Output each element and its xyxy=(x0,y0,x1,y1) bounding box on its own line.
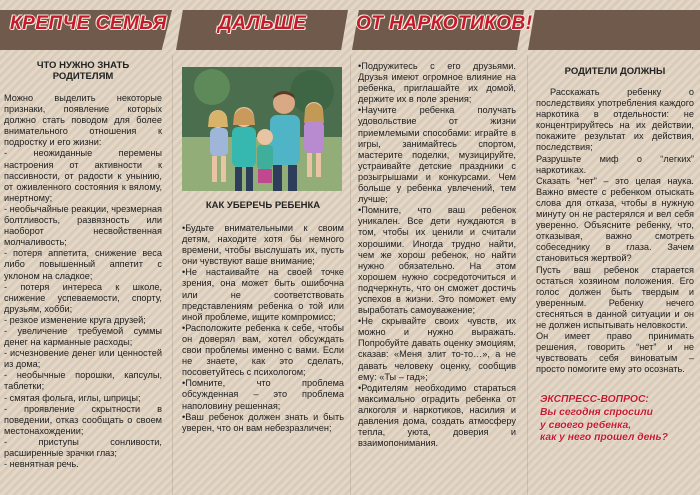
column-text: Можно выделить некоторые признаки, появление которых должно стать поводом для более внимательного отношения к подростку и его жизни: - неожиданные перемены настроения от активности к пассивности, от радости к унынию, от оживленного состояния к вялому, инертному; - необычайные реакции, чрезмерная болтливость, развязность или наоборот несвойственная молчаливость; - потеря аппетита, снижение веса либо повышенный аппетит с уклоном на сладкое; - потеря интереса к школе, снижение успеваемости, спорту, друзьям, хобби; - резкое изменение круга друзей; - увеличение требуемой суммы денег на карманные расходы; - исчезновение денег или ценностей из дома; - необычные порошки, капсулы, таблетки; - смятая фольга, иглы, шприцы; - проявление скрытности в поведении, отказ сообщать о своем местонахождении; - приступы сонливости, расширенные зрачки глаз; - невнятная речь. xyxy=(4,93,162,470)
column-text: •Подружитесь с его друзьями. Друзья имеют огромное влияние на ребенка, приглашайте их домой, держите их в поле зрения; •Научите ребенка получать удовольствие от жизни приемлемыми способами: играйте в игры, занимайтесь спортом, мастерите поделки, музицируйте, устраивайте детские праздники с розыгрышами и конкурсами. Чем больше у ребенка увлечений, тем лучше; •Помните, что ваш ребенок уникален. Все дети нуждаются в том, чтобы их ценили и считали хорошими. Иногда трудно найти, чем же хорош ребенок, но найти нужно обязательно. На этом хорошем нужно сосредоточиться и подчеркнуть, что он сможет достичь успехов в жизни. Это поможет ему выработать самоуважение; •Не скрывайте своих чувств, их можно и нужно выражать. Попробуйте давать оценку эмоциям, сказав: «Меня злит то-то…», а не давать человеку оценку, сообщив ему: «Ты – гад»; •Родителям необходимо стараться максимально оградить ребенка от алкоголя и наркотиков, насилия и давления дома, создать атмосферу тепла, уюта, доверия и взаимопонимания. xyxy=(358,61,516,449)
header-band xyxy=(528,10,700,50)
express-line: у своего ребенка, xyxy=(540,419,632,431)
column-protect xyxy=(182,58,344,490)
express-line: Вы сегодня спросили xyxy=(540,406,653,418)
express-line: ЭКСПРЕСС-ВОПРОС: xyxy=(540,394,649,405)
column-text: Расскажать ребенку о последствиях употребления каждого наркотика в отдельности: не концентрируйтесь на их действии, покажите результат их действия, последствия; Разрушьте миф о “легких” наркотиках. Сказать “нет” – это целая наука. Важно вместе с ребенком отыскать слова для отказа, чтобы в нужную минуту он не растерялся и вел себя уверенно. Объясните ребенку, что, отказывая, важно смотреть собеседнику в глаза. Зачем становиться жертвой? Пусть ваш ребенок старается остаться хозяином положения. Его голос должен быть твердым и уверенным. Ребенку нечего стесняться в данной ситуации и он не должен испытывать неловкости. Он имеет право принимать решения, говорить “нет” и не чувствовать себя виноватым – просто помогите ему это осознать. xyxy=(536,87,694,375)
column-divider xyxy=(172,55,173,495)
column-heading: РОДИТЕЛИ ДОЛЖНЫ xyxy=(564,66,666,77)
headline-left: КРЕПЧЕ СЕМЬЯ xyxy=(10,13,167,34)
column-signs xyxy=(4,58,162,490)
express-question xyxy=(540,394,698,445)
headline-center: ДАЛЬШЕ xyxy=(218,13,307,34)
column-heading: КАК УБЕРЕЧЬ РЕБЕНКА xyxy=(205,200,321,211)
column-heading: ЧТО НУЖНО ЗНАТЬ РОДИТЕЛЯМ xyxy=(36,60,130,82)
column-text: •Будьте внимательными к своим детям, находите хотя бы немного времени, чтобы выслушать их, пусть они чувствуют ваше внимание; •Не настаивайте на своей точке зрения, она может быть ошибочна или не соответствовать представлениям ребенка о той или иной проблеме, ищите компромисс; •Расположите ребенка к себе, чтобы он доверял вам, хотел обсуждать свои проблемы именно с вами. Если не знаете, как это сделать, посоветуйтесь с психологом; •Помните, что проблема обсужденная – это проблема наполовину решенная; •Ваш ребенок должен знать и быть уверен, что он вам небезразличен; xyxy=(182,223,344,433)
column-divider xyxy=(527,55,528,495)
headline-right: ОТ НАРКОТИКОВ! xyxy=(356,13,533,34)
column-divider xyxy=(350,55,351,495)
express-line: как у него прошел день? xyxy=(540,432,668,444)
column-protect-continued xyxy=(358,58,516,490)
